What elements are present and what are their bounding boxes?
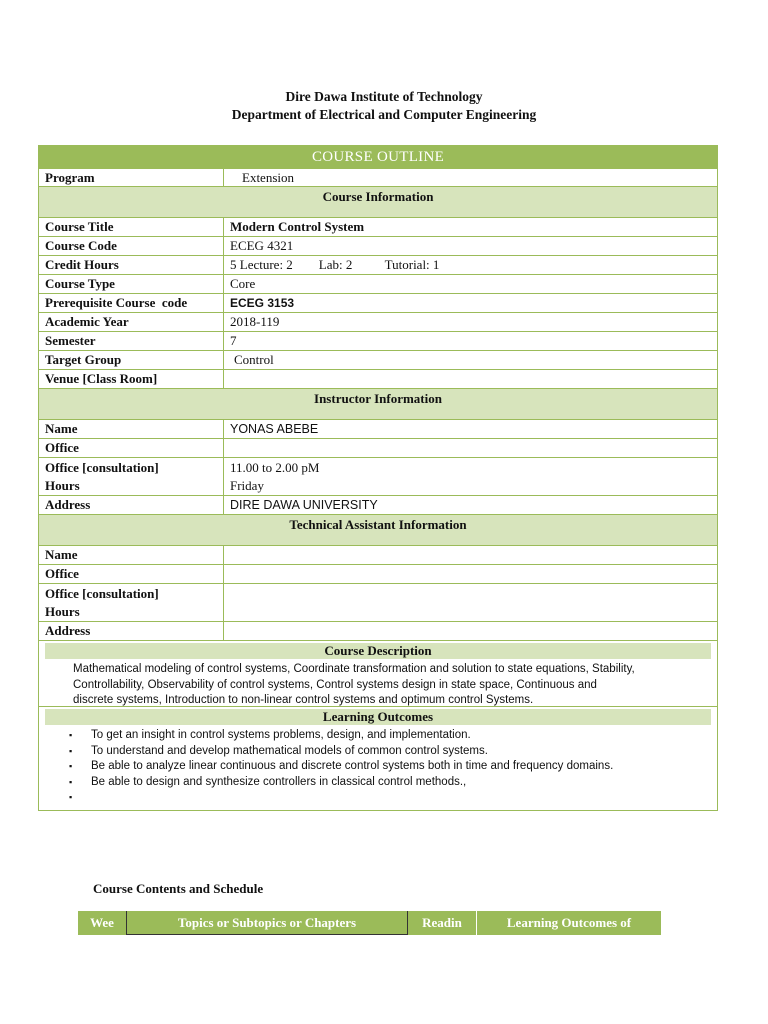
instructor-name-value: YONAS ABEBE bbox=[230, 422, 319, 436]
academic-year-row bbox=[39, 312, 717, 331]
academic-year-label: Academic Year bbox=[39, 313, 224, 331]
instructor-address-label: Address bbox=[39, 496, 224, 514]
course-type-value: Core bbox=[230, 276, 256, 291]
program-label: Program bbox=[39, 169, 224, 186]
credit-hours-value: 5 Lecture: 2 Lab: 2 Tutorial: 1 bbox=[230, 257, 440, 272]
course-description-text bbox=[39, 659, 717, 706]
schedule-col-reading: Readin bbox=[422, 915, 462, 930]
prerequisite-label: Prerequisite Course code bbox=[39, 294, 224, 312]
schedule-heading: Course Contents and Schedule bbox=[93, 881, 264, 896]
ta-consultation-row bbox=[39, 583, 717, 621]
ta-consultation-label bbox=[39, 584, 224, 621]
bullet-icon: ▪ bbox=[69, 776, 73, 787]
venue-label: Venue [Class Room] bbox=[39, 370, 224, 388]
ta-office-row bbox=[39, 564, 717, 583]
schedule-col-week: Wee bbox=[90, 915, 114, 930]
list-item bbox=[39, 759, 717, 775]
semester-row bbox=[39, 331, 717, 350]
target-group-row bbox=[39, 350, 717, 369]
prerequisite-row bbox=[39, 293, 717, 312]
schedule-col-topics: Topics or Subtopics or Chapters bbox=[126, 911, 408, 935]
instructor-address-value: DIRE DAWA UNIVERSITY bbox=[230, 498, 378, 512]
outcome-text: To understand and develop mathematical models of common control systems. bbox=[91, 744, 488, 757]
instructor-address-row bbox=[39, 495, 717, 514]
instructor-consultation-label-line2: Hours bbox=[45, 477, 80, 493]
academic-year-value: 2018-119 bbox=[230, 314, 280, 329]
venue-value bbox=[224, 370, 717, 388]
bullet-icon: ▪ bbox=[69, 792, 73, 802]
instructor-consultation-label-line1: Office [consultation] bbox=[45, 459, 159, 475]
instructor-info-heading bbox=[39, 388, 717, 419]
ta-consultation-label-line2: Hours bbox=[45, 603, 80, 619]
instructor-office-label: Office bbox=[39, 439, 224, 457]
ta-office-label: Office bbox=[39, 565, 224, 583]
ta-name-value bbox=[224, 546, 717, 564]
instructor-info-heading-text: Instructor Information bbox=[314, 391, 442, 406]
ta-consultation-label-line1: Office [consultation] bbox=[45, 585, 159, 601]
instructor-office-row bbox=[39, 438, 717, 457]
course-description-heading: Course Description bbox=[45, 643, 711, 659]
course-title-row bbox=[39, 217, 717, 236]
ta-address-label: Address bbox=[39, 622, 224, 640]
instructor-consultation-label bbox=[39, 458, 224, 495]
course-title-label: Course Title bbox=[39, 218, 224, 236]
list-item bbox=[39, 744, 717, 760]
instructor-office-value bbox=[224, 439, 717, 457]
semester-value: 7 bbox=[230, 333, 237, 348]
ta-address-row bbox=[39, 621, 717, 640]
program-row bbox=[39, 168, 717, 186]
list-item bbox=[39, 728, 717, 744]
credit-hours-row bbox=[39, 255, 717, 274]
instructor-name-label: Name bbox=[39, 420, 224, 438]
outcome-text: Be able to design and synthesize controllers in classical control methods., bbox=[91, 775, 467, 788]
instructor-name-row bbox=[39, 419, 717, 438]
learning-outcomes-section bbox=[39, 706, 717, 810]
course-code-value: ECEG 4321 bbox=[230, 238, 294, 253]
list-item bbox=[39, 790, 717, 806]
course-info-heading-text: Course Information bbox=[322, 189, 434, 204]
target-group-value: Control bbox=[234, 352, 274, 367]
schedule-col-outcomes: Learning Outcomes of bbox=[476, 911, 661, 935]
course-type-row bbox=[39, 274, 717, 293]
ta-info-heading-text: Technical Assistant Information bbox=[289, 517, 467, 532]
course-info-heading bbox=[39, 186, 717, 217]
course-description-line: discrete systems, Introduction to non-linear control systems and optimum control Systems. bbox=[73, 694, 534, 706]
institute-name: Dire Dawa Institute of Technology bbox=[285, 89, 483, 104]
course-description-line: Controllability, Observability of control systems, Control systems design in state space, Continuous and bbox=[73, 678, 597, 691]
ta-consultation-value bbox=[224, 584, 717, 621]
instructor-consultation-time: 11.00 to 2.00 pM bbox=[230, 459, 320, 475]
prerequisite-value: ECEG 3153 bbox=[230, 296, 295, 310]
target-group-label: Target Group bbox=[39, 351, 224, 369]
course-outline-table bbox=[38, 145, 718, 811]
learning-outcomes-heading: Learning Outcomes bbox=[45, 709, 711, 725]
department-name: Department of Electrical and Computer Engineering bbox=[231, 107, 537, 122]
program-value: Extension bbox=[242, 169, 294, 185]
semester-label: Semester bbox=[39, 332, 224, 350]
course-type-label: Course Type bbox=[39, 275, 224, 293]
course-code-label: Course Code bbox=[39, 237, 224, 255]
ta-office-value bbox=[224, 565, 717, 583]
bullet-icon: ▪ bbox=[69, 730, 73, 740]
bullet-icon: ▪ bbox=[69, 761, 73, 771]
outcome-text: To get an insight in control systems problems, design, and implementation. bbox=[91, 729, 471, 741]
course-outline-title: COURSE OUTLINE bbox=[39, 146, 717, 168]
course-title-value: Modern Control System bbox=[230, 219, 365, 234]
schedule-table-header bbox=[78, 911, 661, 935]
instructor-consultation-row bbox=[39, 457, 717, 495]
credit-hours-label: Credit Hours bbox=[39, 256, 224, 274]
course-description-section bbox=[39, 640, 717, 706]
instructor-consultation-value bbox=[224, 458, 717, 495]
ta-info-heading bbox=[39, 514, 717, 545]
ta-name-label: Name bbox=[39, 546, 224, 564]
course-code-row bbox=[39, 236, 717, 255]
ta-name-row bbox=[39, 545, 717, 564]
learning-outcomes-list bbox=[39, 725, 717, 810]
ta-address-value bbox=[224, 622, 717, 640]
outcome-text: Be able to analyze linear continuous and discrete control systems both in time and frequency domains. bbox=[91, 760, 614, 772]
course-description-line: Mathematical modeling of control systems, Coordinate transformation and solution to state equations, Stability, bbox=[73, 663, 635, 675]
list-item bbox=[39, 775, 717, 791]
venue-row bbox=[39, 369, 717, 388]
instructor-consultation-day: Friday bbox=[230, 477, 264, 493]
bullet-icon: ▪ bbox=[69, 745, 73, 756]
